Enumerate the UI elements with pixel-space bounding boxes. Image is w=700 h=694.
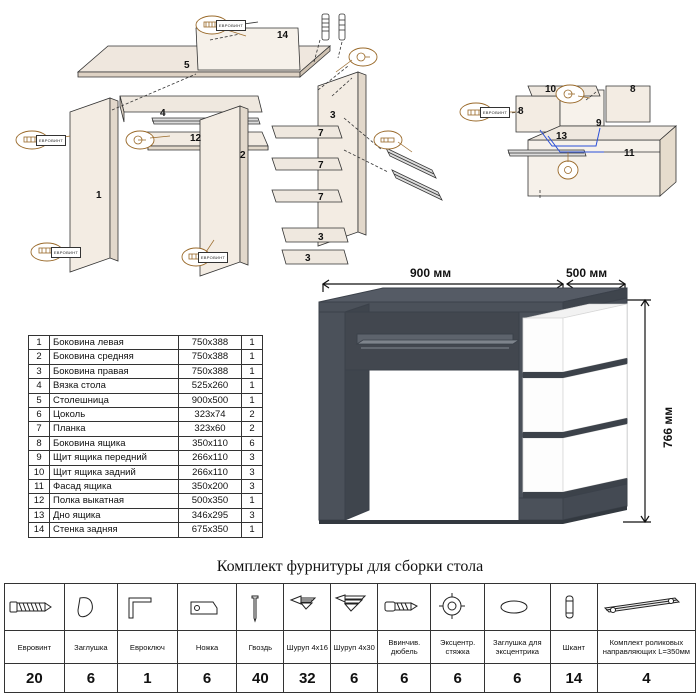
- part-number-10: 10: [545, 84, 557, 95]
- part-size: 350x200: [179, 480, 242, 494]
- kit-item-label: Эксцентр. стяжка: [431, 631, 484, 664]
- part-index: 8: [29, 436, 50, 450]
- kit-qty-row: [5, 664, 696, 693]
- part-qty: 2: [242, 422, 263, 436]
- part-name: Полка выкатная: [50, 494, 179, 508]
- part-size: 266x110: [179, 465, 242, 479]
- part-index: 13: [29, 508, 50, 522]
- hardware-kit-title: Комплект фурнитуры для сборки стола: [216, 558, 484, 575]
- eccentric-icon-cell: [431, 584, 484, 631]
- part-size: 323x60: [179, 422, 242, 436]
- part-index: 4: [29, 379, 50, 393]
- table-row: [29, 508, 263, 522]
- part-name: Цоколь: [50, 408, 179, 422]
- slide-rail-icon-cell: [597, 584, 695, 631]
- part-number-3c: 3: [305, 253, 311, 264]
- hardware-tag-4: ЕВРОВИНТ: [216, 20, 246, 31]
- part-number-7b: 7: [318, 160, 324, 171]
- kit-name-row: [5, 631, 696, 664]
- hardware-tag-5: ЕВРОВИНТ: [480, 107, 510, 118]
- part-qty: 1: [242, 379, 263, 393]
- part-size: 500x350: [179, 494, 242, 508]
- foot-icon-cell: [177, 584, 237, 631]
- part-name: Фасад ящика: [50, 480, 179, 494]
- part-qty: 1: [242, 494, 263, 508]
- slide-rail-icon: [599, 590, 685, 624]
- kit-item-label: Гвоздь: [237, 631, 284, 664]
- table-row: [29, 523, 263, 537]
- kit-item-label: Шкант: [550, 631, 597, 664]
- part-number-4: 4: [160, 108, 166, 119]
- part-size: 900x500: [179, 393, 242, 407]
- part-index: 5: [29, 393, 50, 407]
- parts-table: [28, 335, 263, 538]
- part-number-1: 1: [96, 190, 102, 201]
- part-number-11: 11: [624, 148, 635, 159]
- kit-icon-row: [5, 584, 696, 631]
- part-number-14: 14: [277, 30, 289, 41]
- euro-screw-icon: [6, 590, 56, 624]
- screw-4x16-icon-cell: [284, 584, 331, 631]
- height-dimension-label: 766 мм: [661, 406, 675, 448]
- eccentric-icon: [432, 590, 476, 624]
- part-qty: 1: [242, 523, 263, 537]
- table-row: [29, 379, 263, 393]
- part-qty: 1: [242, 393, 263, 407]
- part-number-5: 5: [184, 60, 190, 71]
- kit-item-qty: 32: [284, 664, 331, 693]
- kit-item-qty: 14: [550, 664, 597, 693]
- depth-dimension-label: 500 мм: [566, 266, 608, 280]
- part-number-12: 12: [190, 133, 202, 144]
- nail-icon-cell: [237, 584, 284, 631]
- kit-item-qty: 40: [237, 664, 284, 693]
- part-index: 10: [29, 465, 50, 479]
- kit-item-label: Комплект роликовых направляющих L=350мм: [597, 631, 695, 664]
- eccentric-cap-icon: [486, 590, 542, 624]
- part-qty: 3: [242, 451, 263, 465]
- kit-item-qty: 6: [431, 664, 484, 693]
- part-qty: 1: [242, 364, 263, 378]
- part-number-8b: 8: [630, 84, 636, 95]
- part-qty: 3: [242, 508, 263, 522]
- part-number-7c: 7: [318, 192, 324, 203]
- hardware-tag-2: ЕВРОВИНТ: [51, 247, 81, 258]
- table-row: [29, 494, 263, 508]
- cap-plug-icon: [66, 590, 106, 624]
- kit-item-label: Заглушка для эксцентрика: [484, 631, 550, 664]
- hardware-tag-1: ЕВРОВИНТ: [36, 135, 66, 146]
- hardware-kit-table: [4, 583, 696, 693]
- screw-4x30-icon-cell: [331, 584, 378, 631]
- desk-render: [305, 266, 685, 560]
- table-row: [29, 336, 263, 350]
- cap-plug-icon-cell: [64, 584, 117, 631]
- part-index: 7: [29, 422, 50, 436]
- part-name: Боковина средняя: [50, 350, 179, 364]
- part-qty: 3: [242, 480, 263, 494]
- part-name: Вязка стола: [50, 379, 179, 393]
- part-number-3b: 3: [318, 232, 324, 243]
- part-index: 3: [29, 364, 50, 378]
- part-qty: 3: [242, 465, 263, 479]
- part-index: 6: [29, 408, 50, 422]
- part-number-9: 9: [596, 118, 602, 129]
- dowel-pin-icon: [552, 590, 588, 624]
- part-size: 346x295: [179, 508, 242, 522]
- kit-item-qty: 1: [118, 664, 178, 693]
- hardware-tag-3: ЕВРОВИНТ: [198, 252, 228, 263]
- part-index: 14: [29, 523, 50, 537]
- part-size: 750x388: [179, 350, 242, 364]
- part-name: Щит ящика задний: [50, 465, 179, 479]
- part-name: Боковина ящика: [50, 436, 179, 450]
- dowel-pin-icon-cell: [550, 584, 597, 631]
- screw-4x30-icon: [332, 590, 370, 624]
- part-number-3a: 3: [330, 110, 336, 121]
- kit-item-qty: 6: [331, 664, 378, 693]
- kit-item-qty: 6: [378, 664, 431, 693]
- part-number-7a: 7: [318, 128, 324, 139]
- part-name: Столешница: [50, 393, 179, 407]
- part-number-2: 2: [240, 150, 246, 161]
- part-number-8a: 8: [518, 106, 524, 117]
- allen-key-icon-cell: [118, 584, 178, 631]
- part-index: 1: [29, 336, 50, 350]
- table-row: [29, 465, 263, 479]
- kit-item-qty: 20: [5, 664, 65, 693]
- part-size: 323x74: [179, 408, 242, 422]
- part-name: Планка: [50, 422, 179, 436]
- exploded-view-svg: [0, 0, 700, 285]
- part-qty: 1: [242, 336, 263, 350]
- kit-item-label: Ножка: [177, 631, 237, 664]
- part-index: 12: [29, 494, 50, 508]
- table-row: [29, 451, 263, 465]
- part-name: Дно ящика: [50, 508, 179, 522]
- exploded-assembly-drawing: [0, 0, 700, 285]
- width-dimension-label: 900 мм: [410, 266, 452, 280]
- screw-4x16-icon: [285, 590, 323, 624]
- desk-svg: [305, 270, 685, 560]
- kit-item-qty: 6: [177, 664, 237, 693]
- part-qty: 2: [242, 408, 263, 422]
- kit-item-label: Евровинт: [5, 631, 65, 664]
- dowel-icon-cell: [378, 584, 431, 631]
- kit-item-label: Шуруп 4х30: [331, 631, 378, 664]
- kit-item-label: Заглушка: [64, 631, 117, 664]
- kit-item-label: Евроключ: [118, 631, 178, 664]
- euro-screw-icon-cell: [5, 584, 65, 631]
- part-number-13: 13: [556, 131, 568, 142]
- part-size: 350x110: [179, 436, 242, 450]
- table-row: [29, 350, 263, 364]
- kit-item-qty: 6: [484, 664, 550, 693]
- table-row: [29, 393, 263, 407]
- part-qty: 1: [242, 350, 263, 364]
- part-name: Боковина правая: [50, 364, 179, 378]
- table-row: [29, 364, 263, 378]
- part-size: 525x260: [179, 379, 242, 393]
- part-name: Щит ящика передний: [50, 451, 179, 465]
- part-size: 266x110: [179, 451, 242, 465]
- part-name: Стенка задняя: [50, 523, 179, 537]
- kit-item-qty: 6: [64, 664, 117, 693]
- table-row: [29, 408, 263, 422]
- table-row: [29, 480, 263, 494]
- part-index: 11: [29, 480, 50, 494]
- kit-item-label: Ввинчив. дюбель: [378, 631, 431, 664]
- nail-icon: [238, 590, 274, 624]
- part-size: 750x388: [179, 364, 242, 378]
- table-row: [29, 436, 263, 450]
- allen-key-icon: [119, 590, 167, 624]
- foot-icon: [179, 590, 229, 624]
- part-index: 2: [29, 350, 50, 364]
- part-name: Боковина левая: [50, 336, 179, 350]
- table-row: [29, 422, 263, 436]
- part-size: 675x350: [179, 523, 242, 537]
- part-qty: 6: [242, 436, 263, 450]
- part-size: 750x388: [179, 336, 242, 350]
- dowel-icon: [379, 590, 423, 624]
- eccentric-cap-icon-cell: [484, 584, 550, 631]
- kit-item-label: Шуруп 4х16: [284, 631, 331, 664]
- kit-item-qty: 4: [597, 664, 695, 693]
- part-index: 9: [29, 451, 50, 465]
